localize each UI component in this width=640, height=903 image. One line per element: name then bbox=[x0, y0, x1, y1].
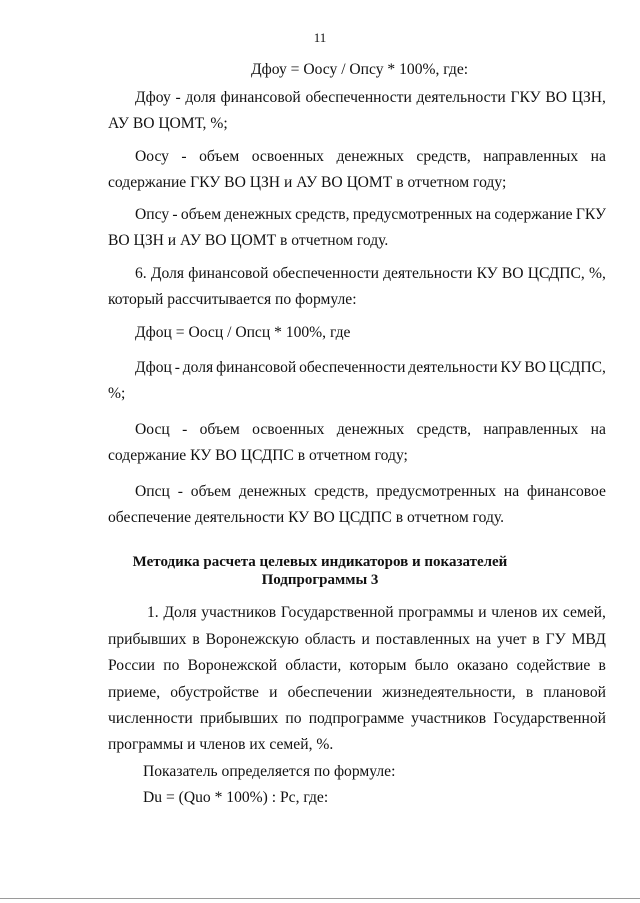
word: Доля bbox=[163, 604, 197, 621]
word: в bbox=[525, 684, 534, 701]
word: численности bbox=[108, 710, 193, 727]
word: КУ bbox=[500, 359, 522, 376]
word: обеспеченности bbox=[272, 265, 379, 282]
word: ЦСДПС, bbox=[548, 359, 606, 376]
word: участников bbox=[201, 604, 277, 621]
formula-dfou: Дфоу = Оосу / Опсу * 100%, где: bbox=[251, 61, 469, 78]
word: Воронежской bbox=[187, 657, 278, 674]
item6-line1 bbox=[135, 265, 606, 283]
def-opsu-line2: ВО ЦЗН и АУ ВО ЦОМТ в отчетном году. bbox=[108, 232, 389, 249]
word: Оосц bbox=[135, 421, 170, 438]
word: учет bbox=[497, 631, 527, 648]
word: обеспечении bbox=[287, 684, 373, 701]
def-dfoc-line2: %; bbox=[108, 385, 126, 402]
def-oosu-line2: содержание ГКУ ВО ЦЗН и АУ ВО ЦОМТ в отчетном году; bbox=[108, 174, 507, 191]
word: обеспеченности bbox=[305, 89, 412, 106]
word: деятельности bbox=[408, 359, 498, 376]
word: на bbox=[590, 148, 606, 165]
word: по bbox=[163, 657, 180, 674]
word: - bbox=[172, 206, 178, 223]
word: России bbox=[108, 657, 156, 674]
word: Дфоу bbox=[135, 89, 171, 106]
item1-line4 bbox=[108, 684, 606, 702]
word: ВО bbox=[545, 89, 568, 106]
item6-line2: который рассчитывается по формуле: bbox=[108, 291, 357, 308]
def-oosc-line2: содержание КУ ВО ЦСДПС в отчетном году; bbox=[108, 447, 408, 464]
formula-dfoc: Дфоц = Оосц / Опсц * 100%, где bbox=[135, 324, 351, 341]
word: освоенных bbox=[252, 421, 325, 438]
word: - bbox=[177, 483, 183, 500]
word: 1. bbox=[147, 604, 159, 621]
word: финансовое bbox=[527, 483, 606, 500]
word: приеме, bbox=[108, 684, 161, 701]
word: ГКУ bbox=[510, 89, 541, 106]
word: и bbox=[361, 631, 370, 648]
word: содействие bbox=[516, 657, 591, 674]
word: Опсу bbox=[135, 206, 170, 223]
word: деятельности bbox=[416, 89, 506, 106]
word: прибывших bbox=[199, 710, 279, 727]
word: по bbox=[285, 710, 302, 727]
word: денежных bbox=[336, 421, 405, 438]
page-bottom-edge bbox=[0, 898, 640, 899]
def-dfou-line2: АУ ВО ЦОМТ, %; bbox=[108, 115, 228, 132]
word: деятельности bbox=[383, 265, 473, 282]
word: объем bbox=[199, 148, 240, 165]
word: ЦСДПС, bbox=[527, 265, 585, 282]
word: прибывших bbox=[108, 631, 187, 648]
word: финансовой bbox=[188, 265, 269, 282]
word: участников bbox=[411, 710, 487, 727]
word: в bbox=[598, 657, 606, 674]
word: направленных bbox=[483, 421, 579, 438]
word: доля bbox=[182, 359, 214, 376]
word: Оосу bbox=[135, 148, 169, 165]
word: на bbox=[475, 206, 492, 223]
def-dfou-line1 bbox=[135, 89, 606, 107]
word: 6. bbox=[135, 265, 147, 282]
word: на bbox=[590, 421, 606, 438]
page-number: 11 bbox=[313, 30, 327, 45]
formula-du: Du = (Quo * 100%) : Pc, где: bbox=[143, 789, 329, 806]
word: на bbox=[503, 483, 520, 500]
def-dfoc-line1 bbox=[135, 359, 606, 377]
word: финансовой bbox=[216, 359, 297, 376]
word: Дфоц bbox=[135, 359, 172, 376]
word: области, bbox=[285, 657, 342, 674]
section-heading-line1: Методика расчета целевых индикаторов и показателей bbox=[132, 554, 508, 570]
word: было bbox=[414, 657, 449, 674]
word: на bbox=[475, 631, 492, 648]
def-opsc-line2: обеспечение деятельности КУ ВО ЦСДПС в отчетном году. bbox=[108, 509, 505, 526]
word: объем bbox=[190, 483, 231, 500]
def-opsu-line1 bbox=[135, 206, 606, 224]
word: - bbox=[175, 89, 181, 106]
word: - bbox=[181, 148, 187, 165]
def-opsc-line1 bbox=[135, 483, 606, 501]
word: Доля bbox=[150, 265, 185, 282]
word: семей, bbox=[562, 604, 606, 621]
word: ВО bbox=[524, 359, 547, 376]
def-oosc-line1 bbox=[135, 421, 606, 439]
word: предусмотренных bbox=[376, 483, 497, 500]
word: освоенных bbox=[251, 148, 324, 165]
word: Государственной bbox=[493, 710, 606, 727]
word: и bbox=[269, 684, 278, 701]
item1-line5 bbox=[108, 710, 606, 728]
word: плановой bbox=[543, 684, 606, 701]
word: оказано bbox=[456, 657, 509, 674]
word: подпрограмме bbox=[308, 710, 405, 727]
word: МВД bbox=[571, 631, 606, 648]
word: средств, bbox=[314, 483, 369, 500]
word: членов bbox=[491, 604, 538, 621]
word: Воронежскую bbox=[205, 631, 299, 648]
item1-line6: программы и членов их семей, %. bbox=[108, 736, 334, 753]
word: их bbox=[542, 604, 559, 621]
word: ГУ bbox=[545, 631, 566, 648]
word: средств, bbox=[416, 421, 471, 438]
section-heading-line2: Подпрограммы 3 bbox=[261, 572, 379, 588]
word: которым bbox=[349, 657, 407, 674]
word: Государственной bbox=[280, 604, 394, 621]
word: %, bbox=[589, 265, 606, 282]
word: финансовой bbox=[220, 89, 301, 106]
word: содержание bbox=[494, 206, 573, 223]
word: объем bbox=[199, 421, 240, 438]
def-oosu-line1 bbox=[135, 148, 606, 166]
word: жизнедеятельности, bbox=[382, 684, 516, 701]
word: программы bbox=[398, 604, 474, 621]
word: ВО bbox=[501, 265, 524, 282]
word: - bbox=[174, 359, 180, 376]
word: ЦЗН, bbox=[571, 89, 606, 106]
word: денежных bbox=[336, 148, 404, 165]
indicator-text: Показатель определяется по формуле: bbox=[143, 763, 396, 780]
word: доля bbox=[185, 89, 216, 106]
word: ГКУ bbox=[575, 206, 606, 223]
word: область bbox=[304, 631, 356, 648]
word: поставленных bbox=[375, 631, 470, 648]
word: обустройстве bbox=[170, 684, 259, 701]
item1-line3 bbox=[108, 657, 606, 675]
word: - bbox=[182, 421, 188, 438]
word: средств, bbox=[295, 206, 350, 223]
item1-line1 bbox=[147, 604, 606, 622]
word: Опсц bbox=[135, 483, 170, 500]
word: средств, bbox=[416, 148, 471, 165]
word: и bbox=[478, 604, 487, 621]
word: КУ bbox=[476, 265, 498, 282]
word: обеспеченности bbox=[299, 359, 406, 376]
word: предусмотренных bbox=[352, 206, 473, 223]
word: денежных bbox=[224, 206, 292, 223]
word: направленных bbox=[483, 148, 579, 165]
word: денежных bbox=[238, 483, 307, 500]
word: объем bbox=[180, 206, 222, 223]
word: в bbox=[192, 631, 200, 648]
word: в bbox=[532, 631, 540, 648]
item1-line2 bbox=[108, 631, 606, 649]
